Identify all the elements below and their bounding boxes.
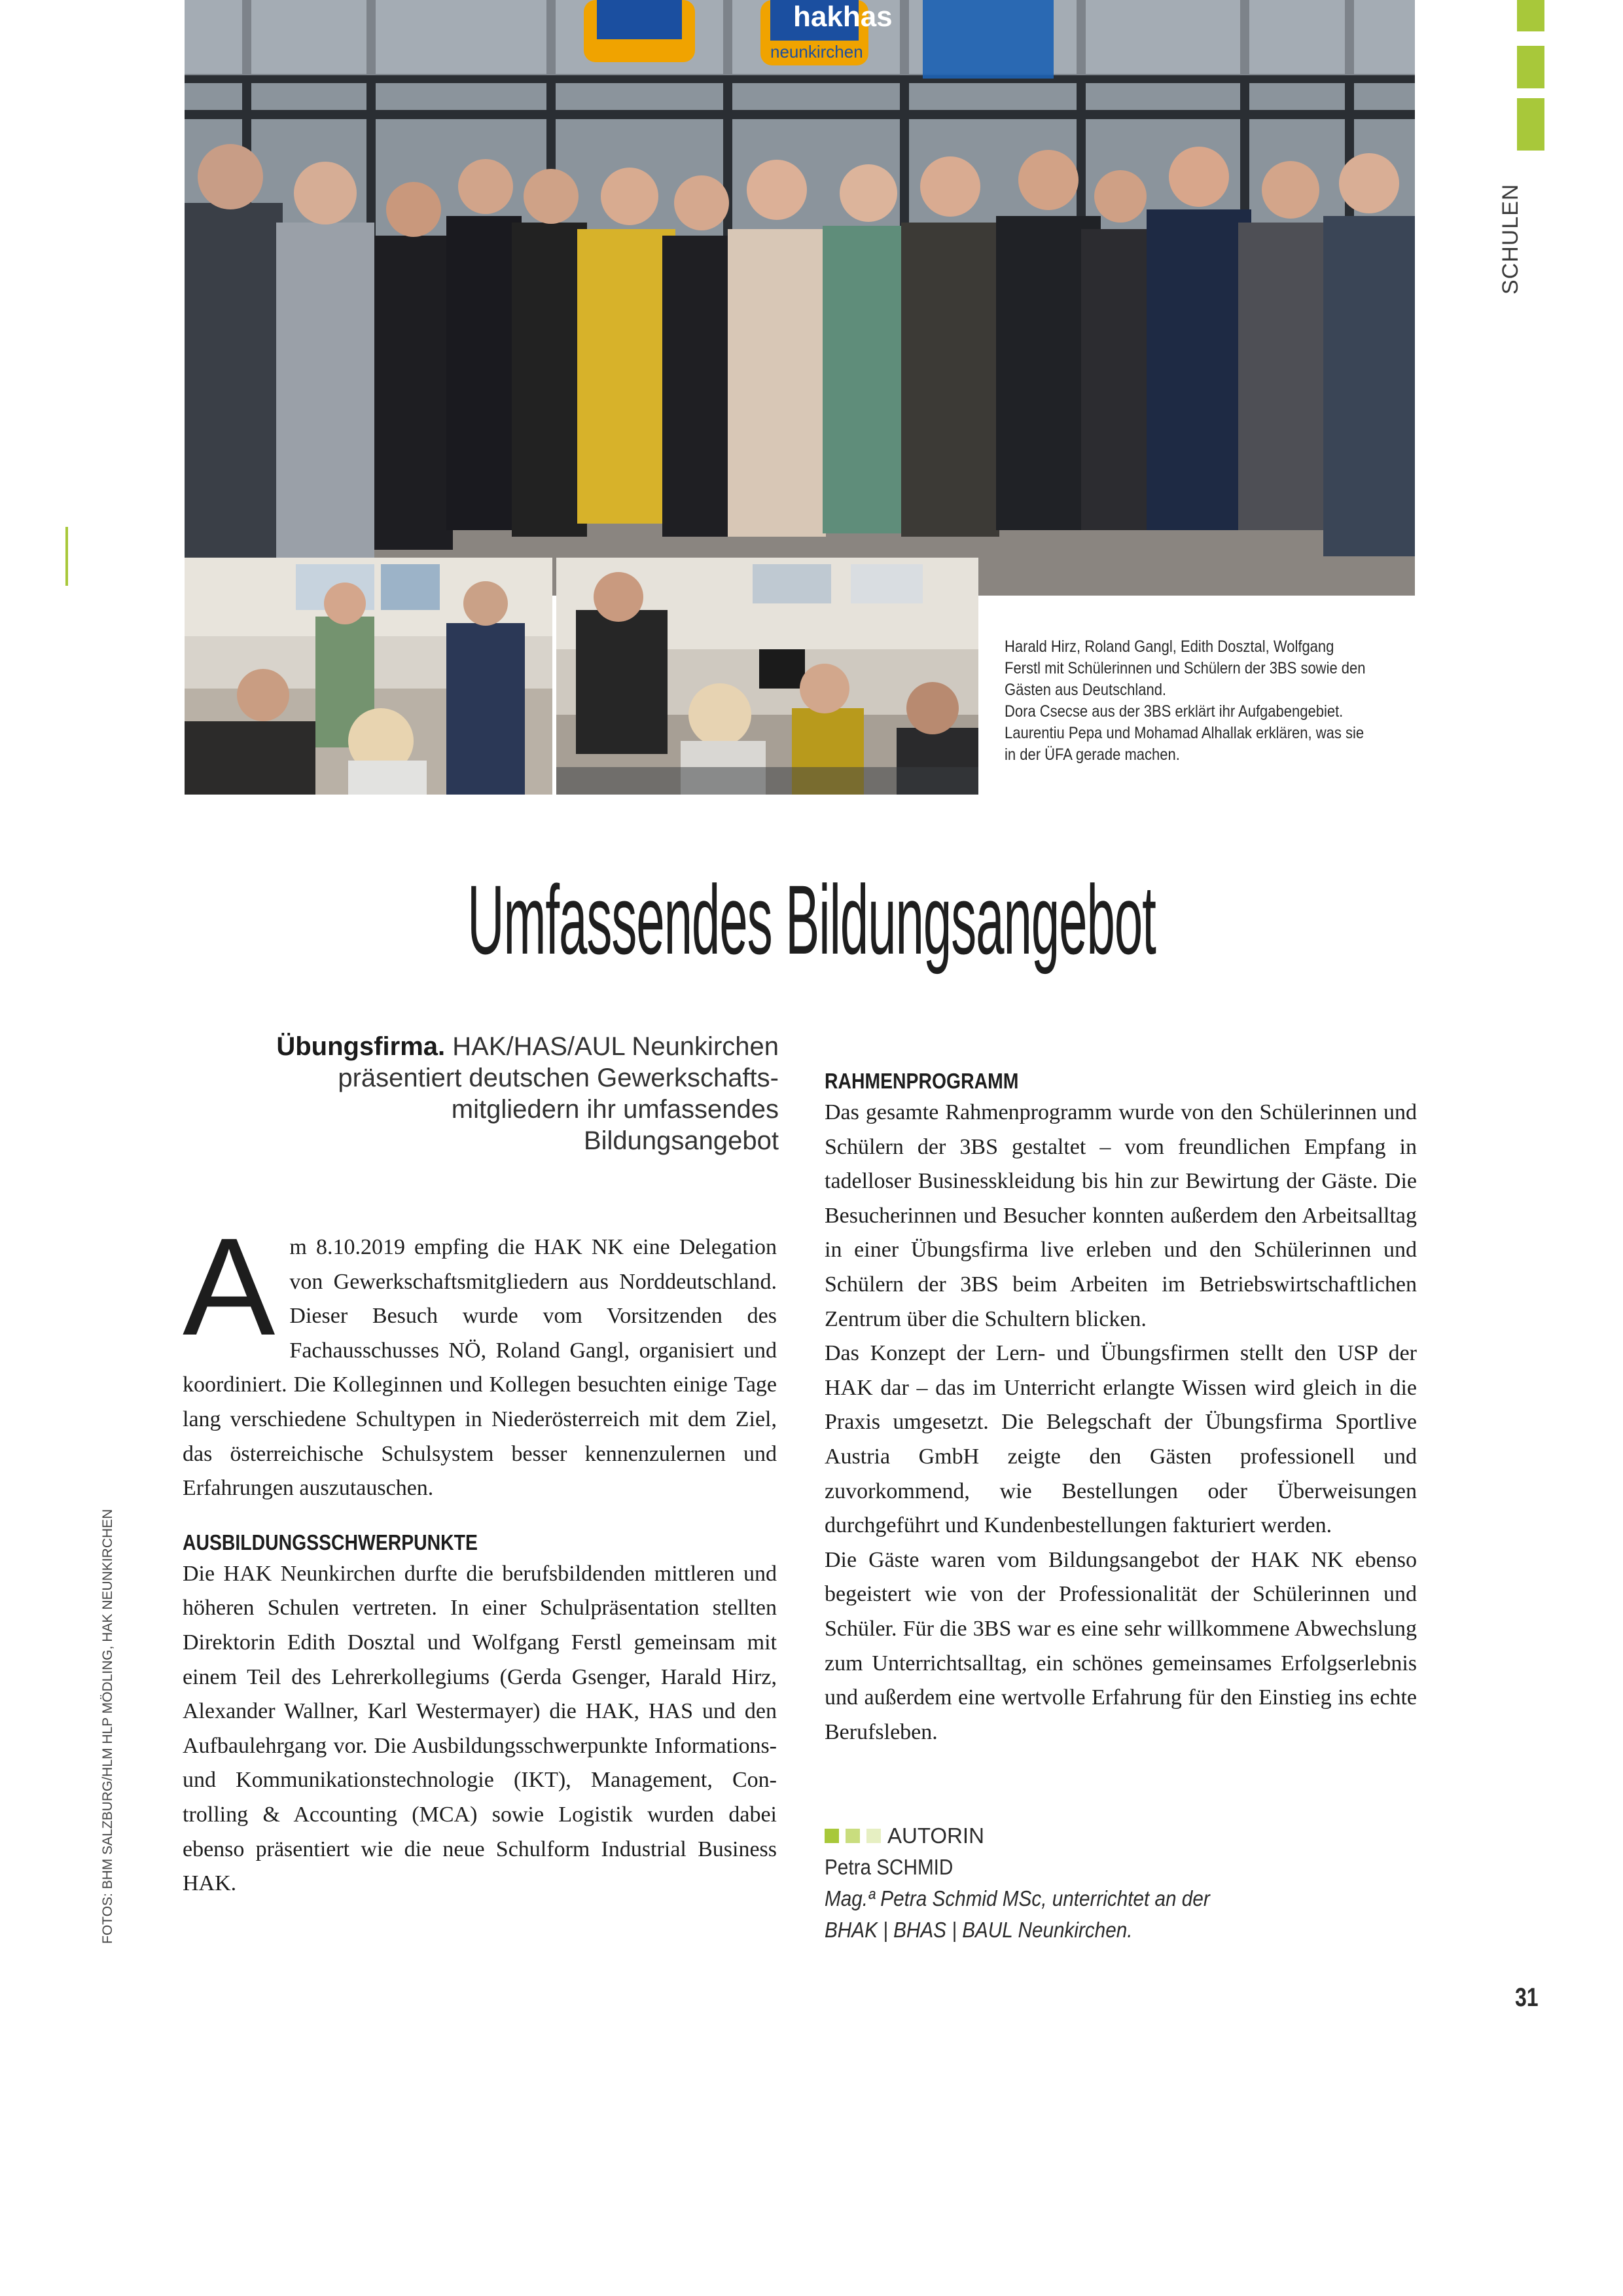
- page-number: 31: [1515, 1983, 1539, 2012]
- author-label: AUTORIN: [887, 1823, 984, 1848]
- author-name: Petra SCHMID: [825, 1855, 954, 1879]
- article-column-left: [183, 1209, 777, 1901]
- paragraph-gaeste: Die Gäste waren vom Bildungsangebot der HAK NK ebenso begeistert wie von der Professionalität der Schülerinnen und Schüler. Für die 3BS war es eine sehr willkommene Abwechslung zum Unterrichtsalltag, ein schönes gemeinsames Erfolgserlebnis und außerdem eine wertvolle Erfahrung für den Einstieg ins echte Berufsleben.: [825, 1547, 1417, 1744]
- paragraph-ausbildung: Die HAK Neunkirchen durfte die berufsbildenden mittleren und höheren Schulen vertreten. In einer Schulpräsentation stellten Direktorin Edith Dosztal und Wolfgang Ferstl gemeinsam mit einem Teil des Lehrerkollegiums (Gerda Gsenger, Harald Hirz, Alexander Wallner, Karl Westermayer) die HAK, HAS und den Aufbaulehrgang vor. Die Ausbildungsschwerpunkte Informations- und Kommunikationstechnologie (IKT), Management, Controlling & Accounting (MCA) sowie Logistik wurden dabei ebenso präsentiert wie die neue Schulform Industrial Business HAK.: [183, 1561, 777, 1896]
- section-tab-bar-middle: [1517, 46, 1544, 88]
- svg-text:hakhas: hakhas: [793, 1, 893, 33]
- lead-kicker: Übungsfirma.: [276, 1032, 446, 1061]
- author-label-row: [825, 1820, 1322, 1852]
- section-tab-bar-top: [1517, 0, 1544, 31]
- paragraph-rahmenprogramm: Das gesamte Rahmenprogramm wurde von den Schülerinnen und Schülern der 3BS gestaltet – vom freundlichen Empfang in tadelloser Businesskleidung bis hin zur Bewirtung der Gäste. Die Besucherinnen und Besucher konnten außerdem den Arbeitsalltag in einer Übungsfirma live erleben und den Schülerinnen und Schülern der 3BS beim Arbeiten im Betriebswirtschaftlichen Zentrum über die Schultern blicken.: [825, 1100, 1417, 1331]
- section-tab-bar-bottom: [1517, 98, 1544, 151]
- caption-line-1: Harald Hirz, Roland Gangl, Edith Dosztal, Wolfgang Ferstl mit Schülerinnen und Schülern der 3BS sowie den Gästen aus Deutschland.: [1005, 637, 1366, 699]
- section-label: SCHULEN: [1498, 183, 1523, 295]
- article-headline: Umfassendes Bildungsangebot: [467, 865, 1156, 975]
- accent-square-3: [866, 1829, 881, 1843]
- subhead-rahmenprogramm: RAHMENPROGRAMM: [825, 1069, 1019, 1093]
- author-bio-line-2: BHAK | BHAS | BAUL Neunkirchen.: [825, 1918, 1133, 1942]
- article-column-right: [825, 1067, 1417, 1749]
- accent-square-1: [825, 1829, 839, 1843]
- caption-line-3: Laurentiu Pepa und Mohamad Alhallak erklären, was sie in der ÜFA gerade machen.: [1005, 724, 1364, 764]
- subhead-ausbildungsschwerpunkte: AUSBILDUNGSSCHWERPUNKTE: [183, 1530, 478, 1554]
- author-bio-line-1: Mag.ª Petra Schmid MSc, unterrichtet an der: [825, 1886, 1210, 1910]
- intro-text: m 8.10.2019 empfing die HAK NK eine Delegation von Gewerkschaftsmitgliedern aus Norddeutschland. Dieser Besuch wurde vom Vorsitzenden des Fachausschusses NÖ, Roland Gangl, organisiert und koordiniert. Die Kolleginnen und Kollegen besuchten einige Tage lang verschiedene Schultypen in Niederösterreich mit dem Ziel, das österreichische Schulsystem besser kennenzulernen und Erfahrungen auszutauschen.: [183, 1235, 777, 1501]
- photo-credit: FOTOS: BHM SALZBURG/HLM HLP MÖDLING, HAK NEUNKIRCHEN: [100, 1509, 115, 1944]
- svg-text:neunkirchen: neunkirchen: [770, 42, 863, 62]
- margin-mark: [65, 527, 68, 586]
- intro-paragraph: [183, 1209, 777, 1506]
- article-lead: [275, 1031, 779, 1157]
- classroom-photo-right: [556, 558, 978, 795]
- paragraph-konzept: Das Konzept der Lern- und Übungsfirmen stellt den USP der HAK dar – das im Unterricht erlangte Wissen wird gleich in die Praxis umgesetzt. Die Belegschaft der Übungsfirma Sportlive Austria GmbH zeigte den Gästen professionell und zuvorkommend, wie Bestellungen oder Überweisungen durchgeführt und Kundenbestellungen fakturiert werden.: [825, 1341, 1417, 1538]
- classroom-photo-left: [185, 558, 552, 795]
- author-box: [825, 1820, 1322, 1946]
- caption-line-2: Dora Csecse aus der 3BS erklärt ihr Aufgabengebiet.: [1005, 702, 1344, 721]
- group-photo: [185, 0, 1415, 596]
- lead-text: HAK/HAS/AUL Neunkirchen präsentiert deutschen Gewerkschaftsmitgliedern ihr umfassendes Bildungsangebot: [338, 1032, 779, 1155]
- accent-square-2: [846, 1829, 860, 1843]
- photo-caption: [1005, 636, 1373, 766]
- drop-cap: A: [183, 1209, 276, 1364]
